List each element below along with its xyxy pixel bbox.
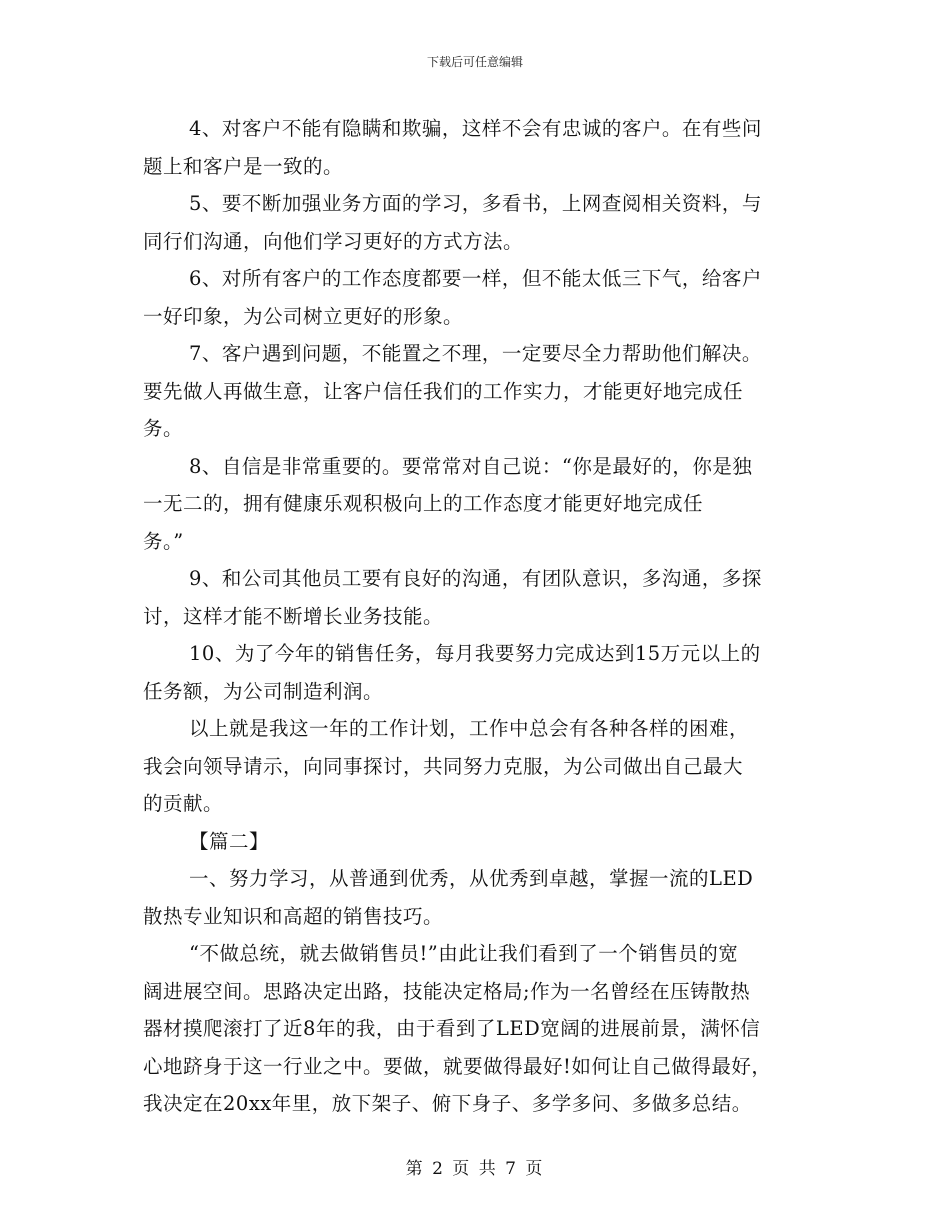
paragraph-4: 4、对客户不能有隐瞒和欺骗，这样不会有忠诚的客户。在有些问 题上和客户是一致的。: [143, 117, 762, 178]
paragraph-section2-item1: 一、努力学习，从普通到优秀，从优秀到卓越，掌握一流的LED 散热专业知识和高超的销售技巧。: [143, 867, 754, 928]
section-heading: 【篇二】: [189, 829, 270, 853]
paragraph-7: 7、客户遇到问题，不能置之不理，一定要尽全力帮助他们解决。 要先做人再做生意，让客户信任我们的工作实力，才能更好地完成任 务。: [143, 342, 762, 440]
paragraph-10: 10、为了今年的销售任务，每月我要努力完成达到15万元以上的 任务额，为公司制造利润。: [143, 642, 761, 703]
paragraph-6: 6、对所有客户的工作态度都要一样，但不能太低三下气，给客户 一好印象，为公司树立更好的形象。: [143, 267, 762, 328]
paragraph-9: 9、和公司其他员工要有良好的沟通，有团队意识，多沟通，多探 讨，这样才能不断增长业务技能。: [143, 567, 762, 628]
paragraph-summary: 以上就是我这一年的工作计划，工作中总会有各种各样的困难， 我会向领导请示，向同事探讨，共同努力克服，为公司做出自己最大 的贡献。: [143, 717, 750, 815]
page-header: 下载后可任意编辑: [426, 55, 523, 69]
paragraph-5: 5、要不断加强业务方面的学习，多看书，上网查阅相关资料，与 同行们沟通，向他们学习更好的方式方法。: [143, 192, 762, 253]
paragraph-section2-quote: “不做总统，就去做销售员!”由此让我们看到了一个销售员的宽 阔进展空间。思路决定出路，技能决定格局;作为一名曾经在压铸散热 器材摸爬滚打了近8年的我，由于看到了LED宽阔的进展前景，满怀信 心地跻身于这一行业之中。要做，就要做得最好!如何让自己做得最好， 我决定在20xx年里，放下架子、俯下身子、多学多问、多做多总结。: [143, 942, 772, 1115]
paragraph-8: 8、自信是非常重要的。要常常对自己说：“你是最好的，你是独 一无二的，拥有健康乐观积极向上的工作态度才能更好地完成任 务。”: [143, 454, 753, 553]
page-number: 第 2 页 共 7 页: [405, 1159, 545, 1179]
document-body: [143, 110, 815, 1123]
